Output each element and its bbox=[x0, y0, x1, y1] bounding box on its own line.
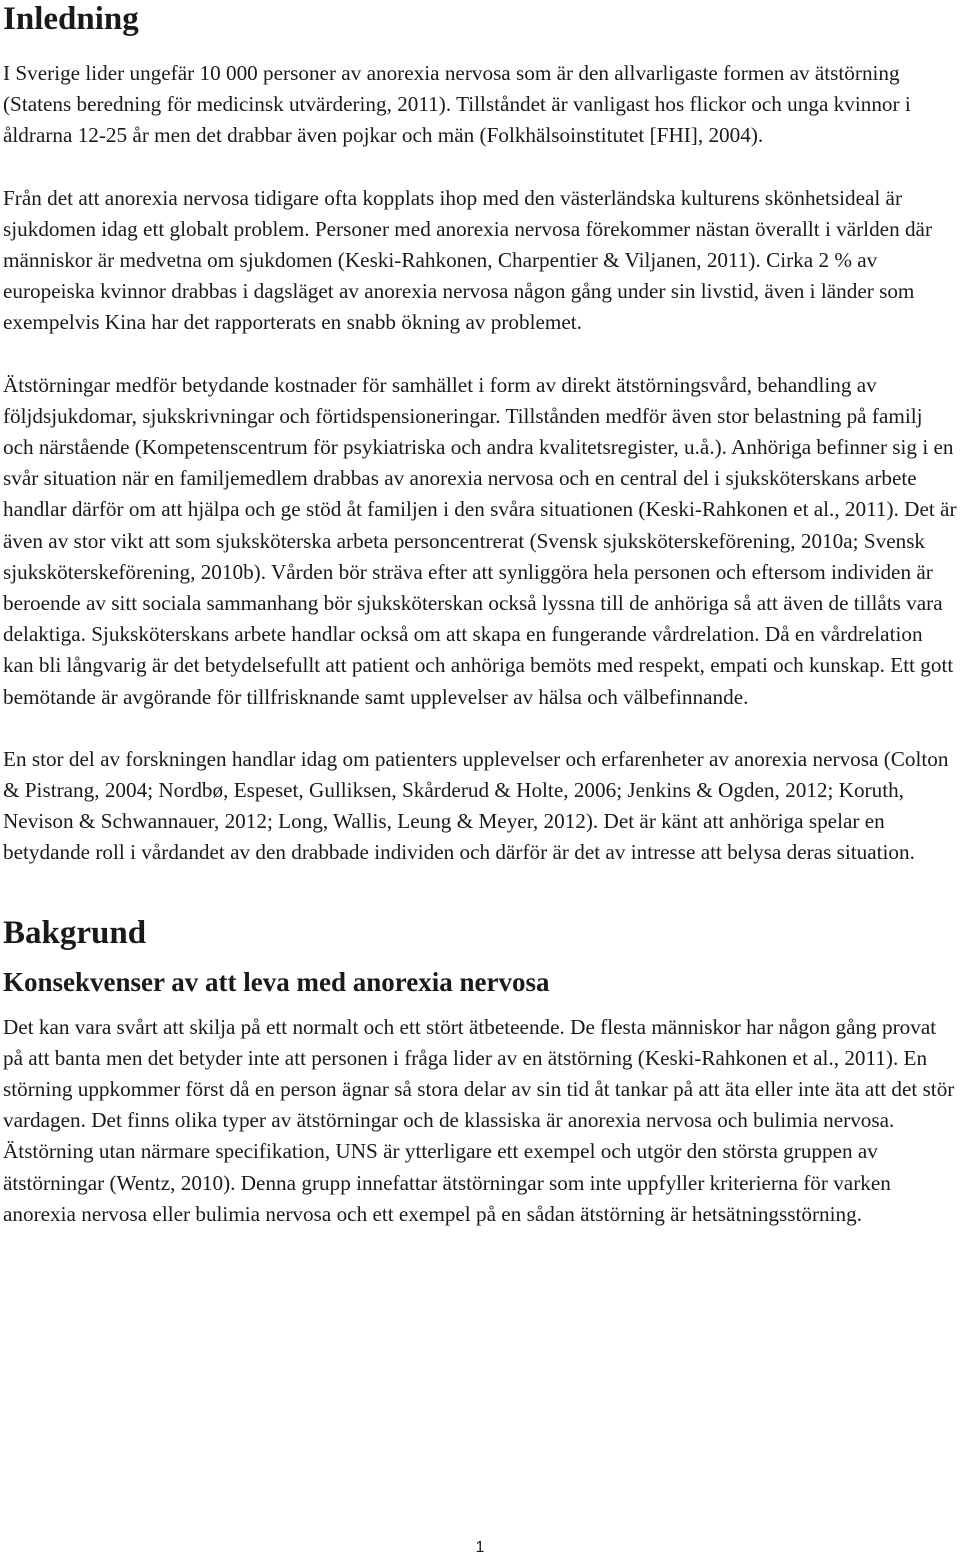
paragraph-inledning-3: Ätstörningar medför betydande kostnader för samhället i form av direkt ätstörningsvård, behandling av följdsjukdomar, sjukskrivningar och förtidspensioneringar. Tillstånden medför även stor belastning på familj och närstående (Kompetenscentrum för psykiatriska och andra kvalitetsregister, u.å.). Anhöriga befinner sig i en svår situation när en familjemedlem drabbas av anorexia nervosa och en central del i sjuksköterskans arbete handlar därför om att hjälpa och ge stöd åt familjen i den svåra situationen (Keski-Rahkonen et al., 2011). Det är även av stor vikt att som sjuksköterska arbeta personcentrerat (Svensk sjuksköterskeförening, 2010a; Svensk sjuksköterskeförening, 2010b). Vården bör sträva efter att synliggöra hela personen och eftersom individen är beroende av sitt sociala sammanhang bör sjuksköterskan också lyssna till de anhöriga så att även de tillåts vara delaktiga. Sjuksköterskans arbete handlar också om att skapa en fungerande vårdrelation. Då en vårdrelation kan bli långvarig är det betydelsefullt att patient och anhöriga bemöts med respekt, empati och kunskap. Ett gott bemötande är avgörande för tillfrisknande samt upplevelser av hälsa och välbefinnande. bbox=[3, 372, 957, 709]
paragraph-inledning-4: En stor del av forskningen handlar idag om patienters upplevelser och erfarenheter av anorexia nervosa (Colton & Pistrang, 2004; Nordbø, Espeset, Gulliksen, Skårderud & Holte, 2006; Jenkins & Ogden, 2012; Koruth, Nevison & Schwannauer, 2012; Long, Wallis, Leung & Meyer, 2012). Det är känt att anhöriga spelar en betydande roll i vårdandet av den drabbade individen och därför är det av intresse att belysa deras situation. bbox=[3, 746, 949, 865]
page-number: 1 bbox=[475, 1539, 485, 1556]
heading-inledning: Inledning bbox=[3, 1, 139, 37]
paragraph-inledning-2: Från det att anorexia nervosa tidigare ofta kopplats ihop med den västerländska kulturens skönhetsideal är sjukdomen idag ett globalt problem. Personer med anorexia nervosa förekommer nästan överallt i världen där människor är medvetna om sjukdomen (Keski-Rahkonen, Charpentier & Viljanen, 2011). Cirka 2 % av europeiska kvinnor drabbas i dagsläget av anorexia nervosa någon gång under sin livstid, även i länder som exempelvis Kina har det rapporterats en snabb ökning av problemet. bbox=[3, 185, 933, 335]
subheading-konsekvenser: Konsekvenser av att leva med anorexia nervosa bbox=[3, 966, 550, 997]
paragraph-bakgrund-1: Det kan vara svårt att skilja på ett normalt och ett stört ätbeteende. De flesta människor har någon gång provat på att banta men det betyder inte att personen i fråga lider av en ätstörning (Keski-Rahkonen et al., 2011). En störning uppkommer först då en person ägnar så stora delar av sin tid åt tankar på att äta eller inte äta att det stör vardagen. Det finns olika typer av ätstörningar och de klassiska är anorexia nervosa och bulimia nervosa. Ätstörning utan närmare specifikation, UNS är ytterligare ett exempel och utgör den största gruppen av ätstörningar (Wentz, 2010). Denna grupp innefattar ätstörningar som inte uppfyller kriterierna för varken anorexia nervosa eller bulimia nervosa och ett exempel på en sådan ätstörning är hetsätningsstörning. bbox=[3, 1014, 955, 1226]
document-page bbox=[3, 0, 957, 1230]
heading-bakgrund: Bakgrund bbox=[3, 914, 147, 951]
paragraph-inledning-1: I Sverige lider ungefär 10 000 personer av anorexia nervosa som är den allvarligaste formen av ätstörning (Statens beredning för medicinsk utvärdering, 2011). Tillståndet är vanligast hos flickor och unga kvinnor i åldrarna 12-25 år men det drabbar även pojkar och män (Folkhälsoinstitutet [FHI], 2004). bbox=[3, 61, 911, 148]
